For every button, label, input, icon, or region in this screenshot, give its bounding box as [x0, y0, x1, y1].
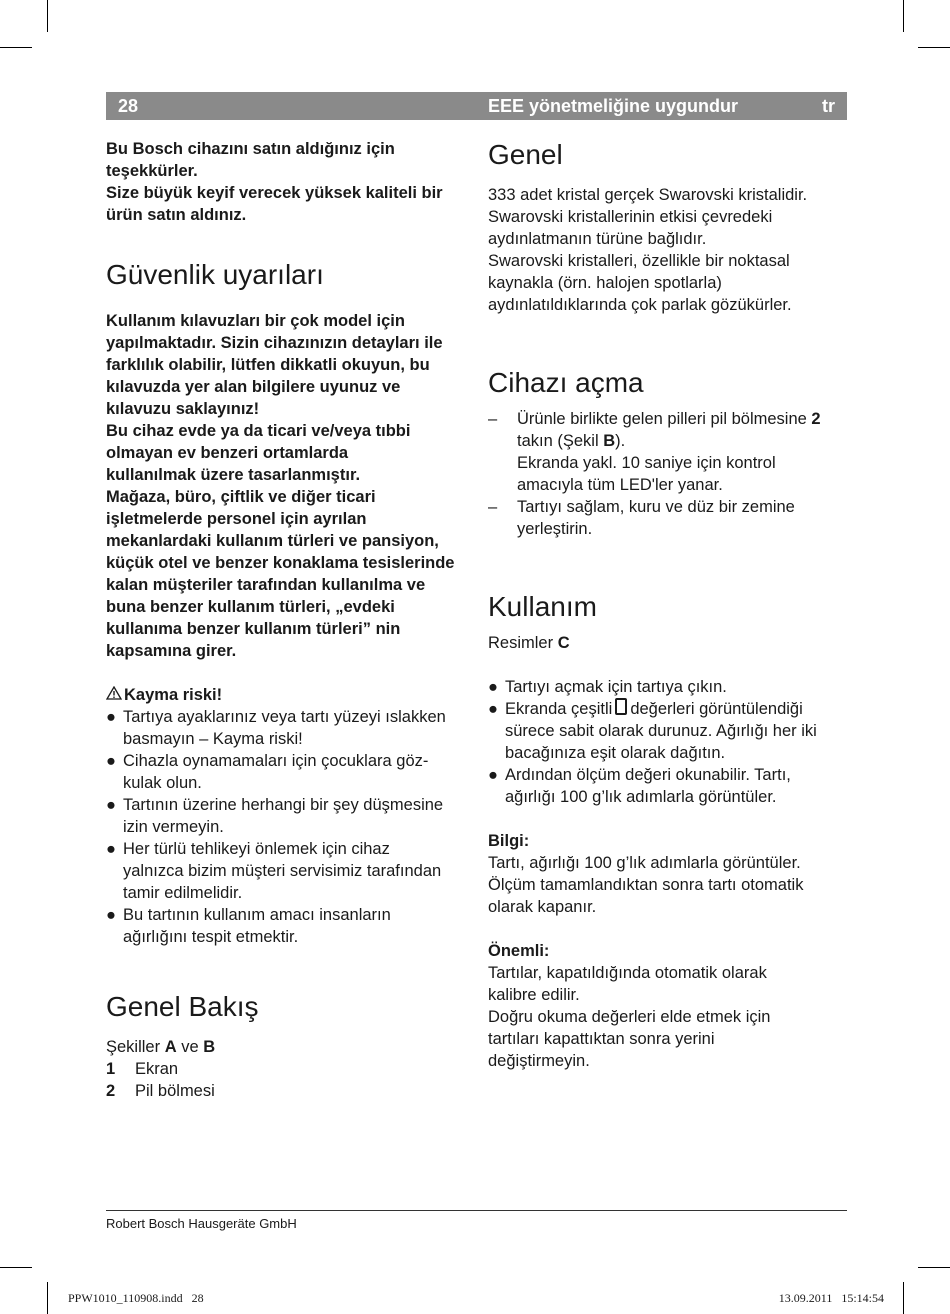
- crop-mark: [903, 0, 904, 32]
- overview-item-display: 1 Ekran: [106, 1060, 179, 1078]
- slip-warning-title: [106, 684, 471, 706]
- left-column: [106, 138, 471, 1102]
- crop-mark: [47, 0, 48, 32]
- crop-mark: [903, 1282, 904, 1314]
- info-line: Ölçüm tamamlandıktan sonra tartı otomatik olarak kapanır.: [488, 876, 804, 916]
- page-number: 28: [118, 96, 139, 116]
- safety-heading: Güvenlik uyarıları: [106, 259, 324, 290]
- list-item: ● Tartının üzerine herhangi bir şey düşmesine izin vermeyin.: [106, 796, 444, 836]
- poweron-heading: Cihazı açma: [488, 367, 644, 398]
- list-item: ● Cihazla oynamamaları için çocuklara göz-kulak olun.: [106, 752, 429, 792]
- overview-item-battery: 2 Pil bölmesi: [106, 1082, 215, 1100]
- poweron-list: [488, 408, 846, 540]
- slip-warning-label: Kayma riski!: [124, 686, 223, 704]
- important-line: Doğru okuma değerleri elde etmek için tartıları kapattıktan sonra yerini değiştirmeyin.: [488, 1008, 771, 1070]
- header-title: EEE yönetmeliğine uygundur: [488, 96, 739, 116]
- list-item: ● Tartıyı açmak için tartıya çıkın.: [488, 678, 727, 696]
- safety-paragraph-2: Bu cihaz evde ya da ticari ve/veya tıbbi olmayan ev benzeri ortamlarda kullanılmak üzere tasarlanmıştır.: [106, 422, 411, 484]
- language-code: tr: [822, 96, 835, 116]
- info-title: Bilgi:: [488, 832, 530, 850]
- list-item: ● Bu tartının kullanım amacı insanların ağırlığını tespit etmektir.: [106, 906, 391, 946]
- footer-rule: [106, 1210, 847, 1211]
- general-line: 333 adet kristal gerçek Swarovski kristalidir.: [488, 186, 808, 204]
- list-item: ● Ekranda çeşitli değerleri görüntülendiği sürece sabit olarak durunuz. Ağırlığı her iki bacağınıza eşit olarak dağıtın.: [488, 700, 817, 762]
- list-item: ● Her türlü tehlikeyi önlemek için cihaz yalnızca bizim müşteri servisimiz tarafından tamir edilmelidir.: [106, 840, 442, 902]
- crop-mark: [918, 47, 950, 48]
- usage-heading: Kullanım: [488, 591, 597, 622]
- list-item: – Ürünle birlikte gelen pilleri pil bölmesine 2 takın (Şekil B). Ekranda yakl. 10 saniye için kontrol amacıyla tüm LED'ler yanar.: [488, 410, 821, 494]
- right-column: [488, 138, 853, 1072]
- footer-company: Robert Bosch Hausgeräte GmbH: [106, 1216, 297, 1231]
- general-line: Swarovski kristallerinin etkisi çevredeki aydınlatmanın türüne bağlıdır.: [488, 208, 773, 248]
- intro-quality: Size büyük keyif verecek yüksek kaliteli bir ürün satın aldınız.: [106, 184, 443, 224]
- print-slug-file: PPW1010_110908.indd 28: [68, 1291, 204, 1305]
- crop-mark: [0, 1267, 32, 1268]
- safety-paragraph-1: Kullanım kılavuzları bir çok model için yapılmaktadır. Sizin cihazınızın detayları ile farklılık olabilir, lütfen dikkatli okuyun, bu kılavuzda yer alan bilgilere uyunuz ve kılavuzu saklayınız!: [106, 312, 443, 418]
- important-title: Önemli:: [488, 942, 550, 960]
- general-heading: Genel: [488, 139, 563, 170]
- usage-figures: Resimler C: [488, 634, 570, 652]
- list-item: – Tartıyı sağlam, kuru ve düz bir zemine yerleştirin.: [488, 498, 795, 538]
- warning-triangle-icon: [106, 684, 124, 706]
- overview-figures: Şekiller A ve B: [106, 1038, 216, 1056]
- print-slug-date: 13.09.2011 15:14:54: [778, 1291, 884, 1305]
- list-item: ● Ardından ölçüm değeri okunabilir. Tartı, ağırlığı 100 g’lık adımlarla görüntüler.: [488, 766, 791, 806]
- safety-paragraph-3: Mağaza, büro, çiftlik ve diğer ticari işletmelerde personel için ayrılan mekanlardaki kullanım türleri ve pansiyon, küçük otel ve benzer konaklama tesislerinde kalan müşteriler tarafından kullanılma ve buna benzer kullanım türleri, „evdeki kullanıma benzer kullanım türleri” nin kapsamına girer.: [106, 488, 455, 660]
- intro-thanks: Bu Bosch cihazını satın aldığınız için teşekkürler.: [106, 140, 395, 180]
- page-header-bar: [106, 92, 847, 120]
- general-line: Swarovski kristalleri, özellikle bir noktasal kaynakla (örn. halojen spotlarla) aydınlatıldıklarında çok parlak gözükürler.: [488, 252, 792, 314]
- crop-mark: [918, 1267, 950, 1268]
- usage-list: [488, 676, 843, 808]
- list-item: ● Tartıya ayaklarınız veya tartı yüzeyi ıslakken basmayın – Kayma riski!: [106, 708, 446, 748]
- important-line: Tartılar, kapatıldığında otomatik olarak kalibre edilir.: [488, 964, 767, 1004]
- overview-heading: Genel Bakış: [106, 991, 259, 1022]
- info-line: Tartı, ağırlığı 100 g’lık adımlarla görüntüler.: [488, 854, 801, 872]
- crop-mark: [47, 1282, 48, 1314]
- seven-segment-zero-icon: [615, 698, 627, 715]
- crop-mark: [0, 47, 32, 48]
- slip-warning-list: [106, 706, 451, 948]
